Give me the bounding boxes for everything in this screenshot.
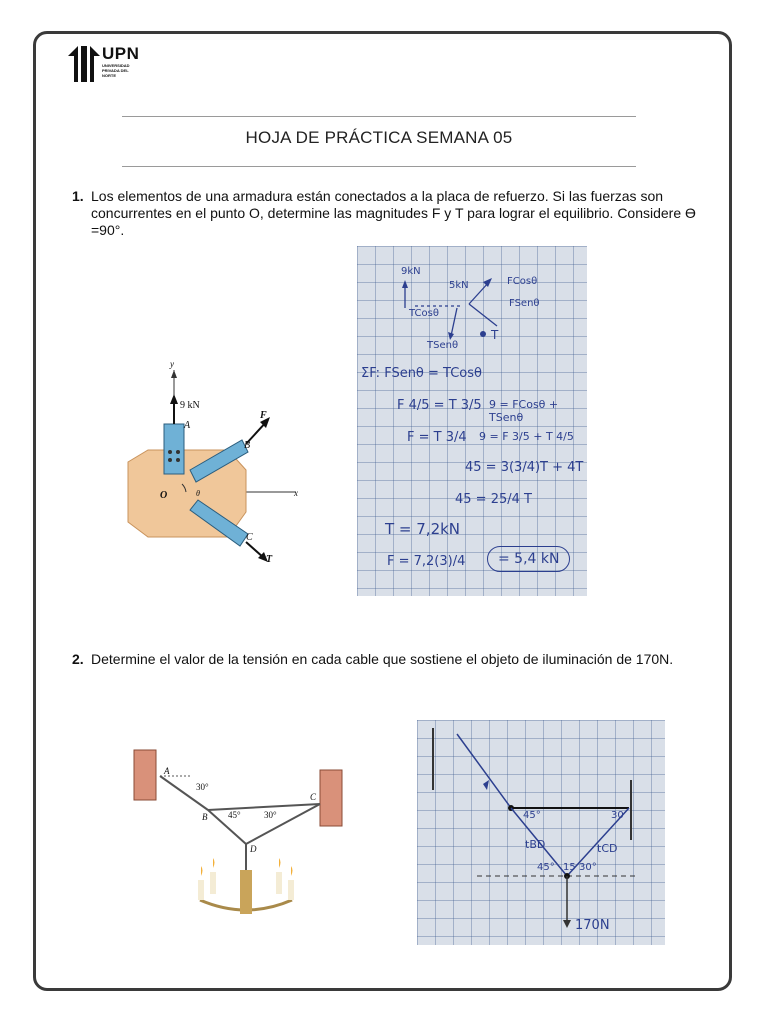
note-tcd: tCD: [597, 842, 618, 855]
angle-a-label: 30°: [196, 782, 209, 792]
force-t-label: T: [266, 554, 273, 565]
chandelier-cable-diagram: [130, 740, 348, 930]
page-title: HOJA DE PRÁCTICA SEMANA 05: [245, 128, 513, 147]
logo-subtitle: UNIVERSIDAD PRIVADA DEL NORTE: [102, 63, 130, 78]
theta-label: θ: [196, 489, 200, 498]
angle-b-label: 45°: [228, 810, 241, 820]
point-b-label: B: [202, 812, 208, 822]
angle-c-label: 30°: [264, 810, 277, 820]
handwritten-solution-2: [417, 720, 665, 945]
note-tsen: TSenθ: [427, 340, 459, 351]
eq-2: F 4/5 = T 3/5: [397, 398, 482, 413]
point-a-label: A: [164, 766, 170, 776]
eq-5: 9 = F 3/5 + T 4/5: [479, 430, 574, 443]
note-tcos: TCosθ: [409, 308, 439, 319]
handwritten-solution-1: [357, 246, 587, 596]
eq-1: ΣF: FSenθ = TCosθ: [361, 366, 482, 381]
note-fcos: FCosθ: [507, 276, 538, 287]
question-2-number: 2.: [72, 651, 84, 667]
question-2: [72, 651, 722, 668]
solution-2-sketch: [417, 720, 665, 945]
upn-logo-mark: [68, 44, 100, 84]
upn-logo: [68, 44, 148, 88]
question-1-number: 1.: [72, 188, 84, 204]
eq-7: 45 = 25/4 T: [455, 492, 532, 507]
title-rule-bottom: [122, 166, 636, 167]
y-axis-label: y: [170, 362, 174, 369]
note-45: 45°: [523, 810, 541, 821]
question-1: [72, 188, 722, 239]
question-1-text: Los elementos de una armadura están conectados a la placa de refuerzo. Si las fuerzas son concurrentes en el punto O, determine las magnitudes F y T para lograr el equilibrio. Considere ϴ =90°.: [91, 188, 696, 238]
question-2-text: Determine el valor de la tensión en cada cable que sostiene el objeto de iluminación de 170N.: [91, 651, 674, 667]
eq-9: F = 7,2(3)/4: [387, 554, 466, 569]
title-rule-top: [122, 116, 636, 117]
note-5kn: 5kN: [449, 280, 469, 291]
note-45-lower: 45°: [537, 862, 555, 873]
note-fsen: FSenθ: [509, 298, 540, 309]
note-30: 30: [611, 810, 624, 821]
force-f-label: F: [260, 410, 267, 421]
point-o-label: O: [160, 490, 168, 501]
truss-plate-diagram: [118, 362, 308, 572]
note-170n: 170N: [575, 918, 610, 933]
eq-10-answer: = 5,4 kN: [487, 546, 570, 572]
eq-3: 9 = FCosθ + TSenθ: [489, 398, 559, 424]
logo-wordmark: UPN: [102, 44, 140, 63]
eq-4: F = T 3/4: [407, 430, 467, 445]
note-tbd: tBD: [525, 838, 546, 851]
member-a-label: A: [184, 420, 191, 431]
member-b-label: B: [244, 440, 251, 451]
x-axis-label: x: [294, 488, 298, 498]
point-d-label: D: [250, 844, 257, 854]
note-t: T: [491, 328, 499, 342]
point-c-label: C: [310, 792, 317, 802]
member-c-label: C: [246, 532, 253, 543]
note-30-lower: 30°: [579, 862, 597, 873]
note-15: 15: [563, 862, 576, 873]
force-9kn-label: 9 kN: [180, 400, 200, 411]
eq-8: T = 7,2kN: [385, 520, 461, 538]
note-9kn: 9kN: [401, 266, 421, 277]
eq-6: 45 = 3(3/4)T + 4T: [465, 460, 584, 475]
